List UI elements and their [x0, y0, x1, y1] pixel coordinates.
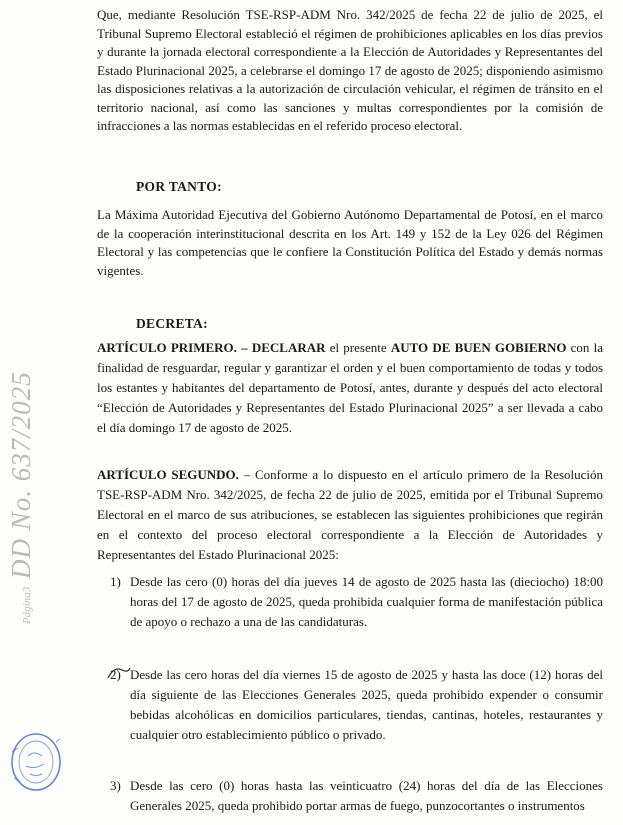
page-label: Página3 — [21, 586, 33, 624]
heading-decreta: DECRETA: — [136, 316, 208, 331]
articulo-primero-label: ARTÍCULO PRIMERO. — [97, 340, 237, 355]
list-text: Desde las cero (0) horas hasta las veinticuatro (24) horas del día de las Elecciones Generales 2025, queda prohibido portar armas de fuego, punzocortantes o instrumentos — [130, 778, 603, 813]
articulo-segundo — [97, 465, 603, 565]
side-reference-mark — [6, 371, 44, 624]
articulo-segundo-text: – Conforme a lo dispuesto en el artículo primero de la Resolución TSE-RSP-ADM Nro. 342/2025, de fecha 22 de julio de 2025, emitida por el Tribunal Supremo Electoral en el marco de sus atribuciones, se establecen las siguientes prohibiciones que regirán en el contexto del proceso electoral correspondiente a la Elección de Autoridades y Representantes del Estado Plurinacional 2025: — [97, 467, 603, 562]
list-item-2 — [110, 665, 603, 745]
list-text: Desde las cero (0) horas del día jueves 14 de agosto de 2025 hasta las (dieciocho) 18:00 horas del 17 de agosto de 2025, queda prohibida cualquier forma de manifestación pública de apoyo o rechazo a una de las candidaturas. — [130, 574, 603, 629]
articulo-primero-text-b: con la finalidad de resguardar, regular y garantizar el orden y el buen comportamiento de todas y todos los estantes y habitantes del departamento de Potosí, antes, durante y después del acto electoral “Elección de Autoridades y Representantes del Estado Plurinacional 2025” a ser llevada a cabo el día domingo 17 de agosto de 2025. — [97, 340, 604, 435]
list-text: Desde las cero horas del día viernes 15 de agosto de 2025 y hasta las doce (12) horas del día siguiente de las Elecciones Generales 2025, queda prohibido expender o consumir bebidas alcohólicas en domicilios particulares, tiendas, cantinas, hoteles, restaurantes y cualquier otro establecimiento público o privado. — [130, 667, 603, 742]
list-number: 1) — [110, 574, 121, 589]
handwritten-mark-icon — [106, 664, 132, 684]
declarar-keyword: DECLARAR — [251, 340, 326, 355]
list-number: 3) — [110, 778, 121, 793]
list-number: 2) — [110, 667, 121, 682]
paragraph-considerando: Que, mediante Resolución TSE-RSP-ADM Nro. 342/2025 de fecha 22 de julio de 2025, el Tribunal Supremo Electoral estableció el régimen de prohibiciones aplicables en los días previos y durante la jornada electoral correspondiente a la Elección de Autoridades y Representantes del Estado Plurinacional 2025, a celebrarse el domingo 17 de agosto de 2025; disponiendo asimismo las disposiciones relativas a la autorización de circulación vehicular, el régimen de tránsito en el territorio nacional, así como las sanciones y multas correspondientes por la comisión de infracciones a las normas establecidas en el referido proceso electoral. — [97, 7, 603, 133]
list-item-1 — [110, 572, 603, 632]
heading-por-tanto: POR TANTO: — [136, 179, 222, 194]
articulo-segundo-label: ARTÍCULO SEGUNDO. — [97, 467, 239, 482]
official-stamp-icon — [6, 722, 66, 794]
articulo-primero-text-a: el presente — [325, 340, 391, 355]
articulo-primero-dash: – — [236, 340, 252, 355]
list-item-3 — [110, 776, 603, 816]
articulo-primero — [97, 338, 603, 438]
auto-buen-gobierno: AUTO DE BUEN GOBIERNO — [390, 340, 567, 355]
decree-reference: DD No. 637/2025 — [6, 371, 36, 579]
paragraph-autoridad: La Máxima Autoridad Ejecutiva del Gobierno Autónomo Departamental de Potosí, en el marco de la cooperación interinstitucional descrita en los Art. 149 y 152 de la Ley 026 del Régimen Electoral y las competencias que le confiere la Constitución Política del Estado y demás normas vigentes. — [97, 207, 603, 278]
